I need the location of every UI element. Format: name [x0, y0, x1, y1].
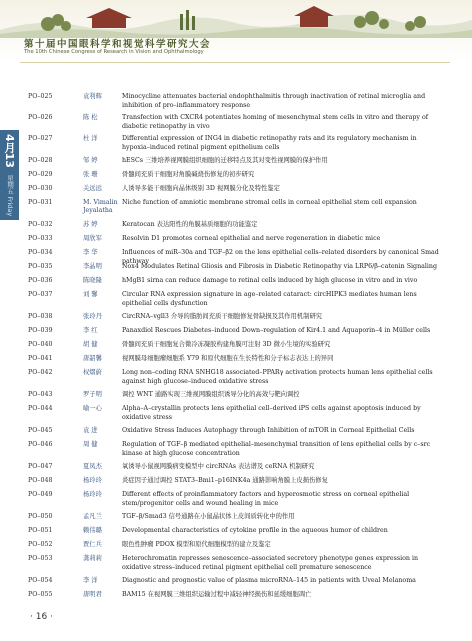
poster-code: PO–026	[28, 114, 53, 121]
poster-title: Oxidative Stress Induces Autophagy through Inhibition of mTOR in Corneal Epithelial Cells	[122, 427, 415, 434]
list-item	[0, 93, 472, 109]
poster-title: BAM15 在视网膜三维组织运输过程中减轻神经损伤和延缓细胞凋亡	[122, 591, 312, 598]
poster-author: 周欣军	[83, 235, 102, 242]
poster-code: PO–045	[28, 427, 53, 434]
poster-code: PO–034	[28, 249, 53, 256]
poster-author: 喻一心	[83, 405, 102, 412]
poster-code: PO–037	[28, 291, 53, 298]
poster-code: PO–031	[28, 199, 53, 206]
poster-author: 邹 婷	[83, 157, 98, 164]
poster-code: PO–028	[28, 157, 53, 164]
poster-title: Alpha–A–crystallin protects lens epithelial cell–derived iPS cells against apoptosis induced by oxidative stress	[122, 405, 421, 421]
poster-code: PO–033	[28, 235, 53, 242]
poster-title: Long non–coding RNA SNHG18 associated–PPARγ activation protects human lens epithelial cells against high glucose–induced oxidative stress	[122, 369, 433, 385]
poster-author: 陈晓隆	[83, 277, 102, 284]
poster-code: PO–025	[28, 93, 53, 100]
list-item	[0, 591, 472, 607]
poster-author: 唐明君	[83, 591, 102, 598]
congress-title-english: The 10th Chinese Congress of Research in Vision and Ophthalmology	[24, 49, 204, 55]
poster-author: 杨玲玲	[83, 491, 102, 498]
poster-code: PO–036	[28, 277, 53, 284]
poster-code: PO–039	[28, 327, 53, 334]
poster-code: PO–047	[28, 463, 53, 470]
poster-author: M. Vimalin Jeyalatha	[83, 199, 118, 214]
poster-author: 杨玲玲	[83, 477, 102, 484]
poster-code: PO–055	[28, 591, 53, 598]
poster-author: 陈 松	[83, 114, 98, 121]
poster-code: PO–046	[28, 441, 53, 448]
poster-author: 李 洋	[83, 577, 98, 584]
poster-author: 关远远	[83, 185, 102, 192]
poster-author: 唐韶馨	[83, 355, 102, 362]
poster-author: 周 健	[83, 441, 98, 448]
poster-author: 张 珊	[83, 171, 98, 178]
poster-title: Transfection with CXCR4 potentiates homing of mesenchymal stem cells in vitro and therapy of diabetic retinopathy in vivo	[122, 114, 429, 130]
poster-title: Heterochromatin represses senescence–associated secretory phenotype genes expression in oxidative stress–induced retinal pigment epithelial cell premature senescence	[122, 555, 419, 571]
list-item	[0, 291, 472, 307]
poster-code: PO–041	[28, 355, 53, 362]
poster-code: PO–050	[28, 513, 53, 520]
poster-author: 刘 馨	[83, 291, 98, 298]
list-item	[0, 405, 472, 421]
poster-author: 李 华	[83, 249, 98, 256]
poster-code: PO–054	[28, 577, 53, 584]
list-item	[0, 491, 472, 507]
list-item	[0, 199, 472, 215]
poster-code: PO–030	[28, 185, 53, 192]
poster-title: 人诱导多能干细胞向晶体级别 3D 视网膜分化及特性鉴定	[122, 185, 280, 192]
poster-code: PO–042	[28, 369, 53, 376]
poster-code: PO–051	[28, 527, 53, 534]
poster-code: PO–044	[28, 405, 53, 412]
poster-author: 罗子明	[83, 391, 102, 398]
poster-title: 调控 WNT 通路实现三维视网膜组织诱导分化的高效与靶向调控	[122, 391, 300, 398]
side-tab-date: 4月13	[3, 134, 16, 168]
poster-code: PO–049	[28, 491, 53, 498]
poster-title: hMgB1 sirna can reduce damage to retinal cells induced by high glucose in vitro and in vivo	[122, 277, 418, 284]
list-item	[0, 114, 472, 130]
list-item	[0, 555, 472, 571]
poster-title: TGF–β/Smad3 信号通路在小鼠晶状体上皮间质转化中的作用	[122, 513, 295, 520]
poster-code: PO–038	[28, 313, 53, 320]
poster-author: 张玲丹	[83, 313, 102, 320]
poster-code: PO–027	[28, 135, 53, 142]
poster-title: 眼色性肿瘤 PDOX 模型和原代细胞模型的建立及鉴定	[122, 541, 271, 548]
poster-author: 李 红	[83, 327, 98, 334]
poster-title: Influences of miR–30a and TGF–β2 on the lens epithelial cells–related disorders by canonical Smad pathway	[122, 249, 439, 265]
list-item	[0, 369, 472, 385]
poster-title: Minocycline attenuates bacterial endophthalmitis through inactivation of retinal microglia and inhibition of pro–inflammatory response	[122, 93, 426, 109]
side-tab-weekday: 星期五 Friday	[6, 175, 14, 217]
list-item	[0, 441, 472, 457]
poster-title: Circular RNA expression signature in age–related cataract: circHIPK3 mediates human lens epithelial cells dysfunction	[122, 291, 417, 307]
poster-code: PO–029	[28, 171, 53, 178]
poster-title: hESCs 三维培养视网膜组织细胞的迁移特点及其对变性视网膜的保护作用	[122, 157, 328, 164]
poster-code: PO–043	[28, 391, 53, 398]
poster-title: Niche function of amniotic membrane stromal cells in corneal epithelial stem cell expansion	[122, 199, 417, 206]
poster-title: Resolvin D1 promotes corneal epithelial and nerve regeneration in diabetic mice	[122, 235, 381, 242]
page-number: · 16 ·	[30, 612, 53, 622]
poster-title: Different effects of proinflammatory factors and hyperosmotic stress on corneal epithelial stem/progenitor cells and wound healing in mice	[122, 491, 410, 507]
poster-author: 李晶明	[83, 263, 102, 270]
congress-title-chinese: 第十届中国眼科学和视觉科学研究大会	[24, 39, 212, 50]
poster-author: 赖伟璐	[83, 527, 102, 534]
poster-title: Developmental characteristics of cytokine profile in the aqueous humor of children	[122, 527, 388, 534]
poster-title: 炎症因子通过调控 STAT3–Bmi1–p16INK4a 通路影响角膜上皮损伤修复	[122, 477, 328, 484]
poster-title: CircRNA–vgll3 介导的脂肪间充质干细胞修复骨缺损及其作用机制研究	[122, 313, 323, 320]
poster-author: 夏凤杰	[83, 463, 102, 470]
poster-title: 骨髓间充质干细胞复合微冷冻凝胶构建角膜可注射 3D 微小生境的实验研究	[122, 341, 331, 348]
poster-title: 视网膜母细胞瘤细胞系 Y79 和原代细胞在生长特性和分子标志表达上的异同	[122, 355, 334, 362]
poster-code: PO–053	[28, 555, 53, 562]
poster-title: Keratocan 表达阳性的角膜基质细胞的功能鉴定	[122, 221, 258, 228]
poster-title: 氧诱导小鼠视网膜病变模型中 circRNAs 表达谱及 ceRNA 机制研究	[122, 463, 315, 470]
poster-author: 贾仁兵	[83, 541, 102, 548]
poster-title: Diagnostic and prognostic value of plasma microRNA–145 in patients with Uveal Melanoma	[122, 577, 416, 584]
poster-author: 胡 健	[83, 341, 98, 348]
poster-title: 骨髓间充质干细胞对角膜碱烧伤修复的初步研究	[122, 171, 255, 178]
poster-author: 袁利辉	[83, 93, 102, 100]
poster-author: 杜 洋	[83, 135, 98, 142]
poster-code: PO–040	[28, 341, 53, 348]
poster-author: 龚莉莉	[83, 555, 102, 562]
poster-author: 苏 婷	[83, 221, 98, 228]
poster-author: 孟凡兰	[83, 513, 102, 520]
list-item	[0, 135, 472, 151]
poster-title: Nox4 Modulates Retinal Gliosis and Fibrosis in Diabetic Retinopathy via LRP6/β–catenin Signaling	[122, 263, 437, 270]
poster-title: Differential expression of ING4 in diabetic retinopathy rats and its regulatory mechanism in hypoxia–induced retinal pigment epithelium cells	[122, 135, 417, 151]
poster-code: PO–052	[28, 541, 53, 548]
poster-author: 权熠蔚	[83, 369, 102, 376]
poster-code: PO–048	[28, 477, 53, 484]
poster-title: Panaxdiol Rescues Diabetes–induced Down–regulation of Kir4.1 and Aquaporin–4 in Müller cells	[122, 327, 431, 334]
poster-code: PO–032	[28, 221, 53, 228]
poster-author: 袁 进	[83, 427, 98, 434]
poster-code: PO–035	[28, 263, 53, 270]
poster-title: Regulation of TGF–β mediated epithelial–mesenchymal transition of lens epithelial cells by c–src kinase at high glucose concentration	[122, 441, 431, 457]
